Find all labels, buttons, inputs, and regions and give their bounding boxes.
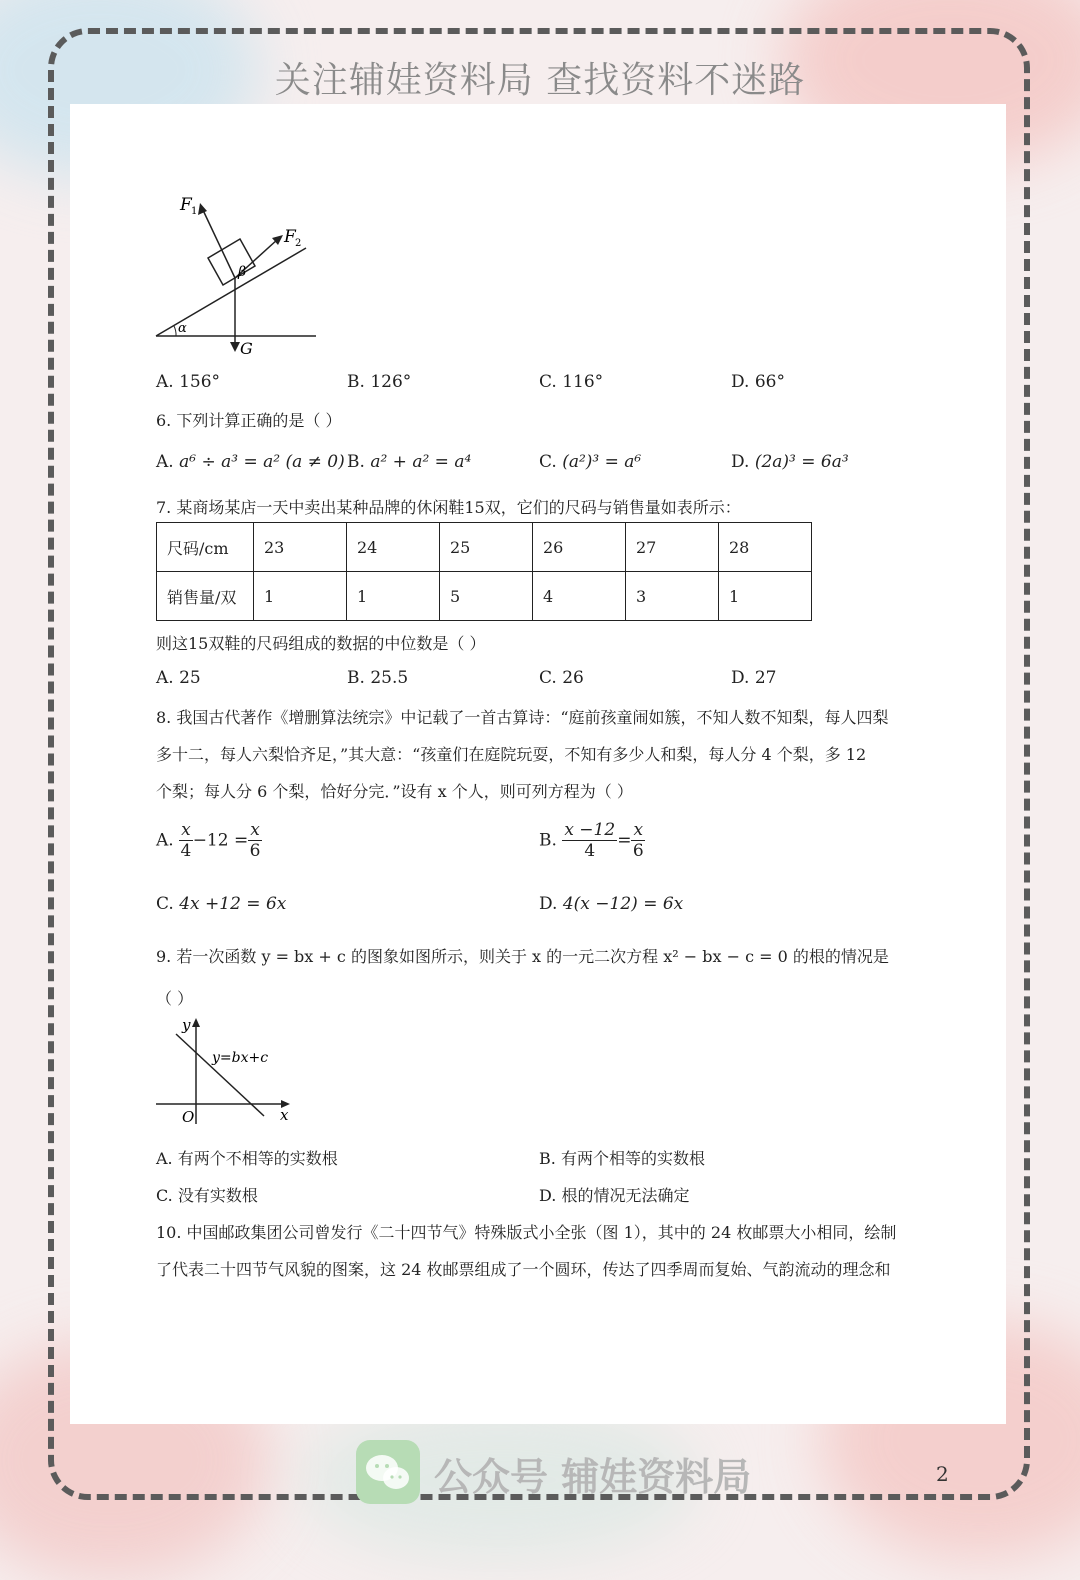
option-text: a² + a² = a⁴ <box>370 452 472 472</box>
option-letter: B. <box>347 372 365 392</box>
q5-option-a[interactable] <box>156 372 220 392</box>
option-text: 根的情况无法确定 <box>561 1186 690 1205</box>
option-letter: B. <box>539 1149 556 1168</box>
q9-option-b[interactable] <box>539 1146 705 1169</box>
option-text: 116° <box>562 372 604 392</box>
option-letter: D. <box>731 452 750 472</box>
f2-label: F <box>284 227 296 247</box>
q9-paren: （ ） <box>156 989 194 1008</box>
table-cell: 4 <box>533 572 626 621</box>
fraction <box>562 820 617 862</box>
option-text: (2a)³ = 6a³ <box>754 452 849 472</box>
option-letter: C. <box>539 372 557 392</box>
table-cell: 销售量/双 <box>157 572 254 621</box>
option-letter: A. <box>156 1149 173 1168</box>
denominator: 6 <box>632 841 644 862</box>
page-number: 2 <box>936 1462 949 1486</box>
q8-option-b[interactable] <box>539 820 645 862</box>
option-letter: A. <box>156 372 174 392</box>
table-cell: 1 <box>347 572 440 621</box>
numerator: x −12 <box>564 820 616 840</box>
q9-option-a[interactable] <box>156 1146 338 1169</box>
option-text: 25.5 <box>370 668 409 688</box>
denominator: 4 <box>180 841 192 862</box>
q10-line-1: 10. 中国邮政集团公司曾发行《二十四节气》特殊版式小全张（图 1），其中的 24 枚邮票大小相同，绘制 <box>156 1223 897 1242</box>
denominator: 6 <box>249 841 261 862</box>
option-text: 有两个相等的实数根 <box>560 1149 705 1168</box>
q9-option-c[interactable] <box>156 1183 258 1206</box>
f2-subscript: 2 <box>295 238 302 249</box>
option-letter: C. <box>539 668 557 688</box>
q6-option-c[interactable] <box>539 452 641 472</box>
g-label: G <box>240 339 253 358</box>
table-cell: 25 <box>440 523 533 572</box>
table-cell: 3 <box>626 572 719 621</box>
option-text: 有两个不相等的实数根 <box>177 1149 338 1168</box>
option-letter: B. <box>347 668 365 688</box>
table-cell: 27 <box>626 523 719 572</box>
option-text: 66° <box>754 372 785 392</box>
table-cell: 5 <box>440 572 533 621</box>
q9-option-d[interactable] <box>539 1183 689 1206</box>
option-letter: A. <box>156 668 174 688</box>
linear-function-graph <box>150 1012 300 1130</box>
option-text: 27 <box>754 668 777 688</box>
q5-option-c[interactable] <box>539 372 603 392</box>
incline-force-diagram <box>150 190 330 360</box>
size-sales-table <box>156 522 812 621</box>
option-text: 25 <box>179 668 201 688</box>
option-text: 126° <box>370 372 412 392</box>
line-equation-label: y=bx+c <box>212 1050 269 1066</box>
denominator: 4 <box>584 841 596 862</box>
option-letter: C. <box>156 1186 173 1205</box>
q7-option-d[interactable] <box>731 668 776 688</box>
q8-line-3: 个梨；每人分 6 个梨，恰好分完．”设有 x 个人，则可列方程为（ ） <box>156 782 633 801</box>
option-letter: A. <box>156 830 174 851</box>
option-text: a⁶ ÷ a³ = a² (a ≠ 0) <box>179 452 345 472</box>
table-cell: 尺码/cm <box>157 523 254 572</box>
f1-arrowhead <box>198 203 207 215</box>
footer-brand-text: 公众号 辅娃资料局 <box>434 1455 752 1499</box>
table-cell: 23 <box>254 523 347 572</box>
numerator: x <box>181 820 191 840</box>
option-letter: D. <box>731 668 750 688</box>
wechat-icon <box>356 1440 420 1504</box>
footer-brand <box>356 1438 756 1508</box>
q7-option-a[interactable] <box>156 668 201 688</box>
option-text: = <box>617 830 632 851</box>
option-text: 没有实数根 <box>177 1186 258 1205</box>
wechat-bubbles-icon <box>356 1440 420 1504</box>
q8-option-a[interactable] <box>156 820 262 862</box>
q7-option-b[interactable] <box>347 668 408 688</box>
q6-stem: 6. 下列计算正确的是（ ） <box>156 411 342 430</box>
option-text: −12 = <box>192 830 249 851</box>
numerator: x <box>250 820 260 840</box>
beta-label: β <box>238 264 247 280</box>
fraction <box>179 820 193 862</box>
table-cell: 1 <box>254 572 347 621</box>
option-text: 4x +12 = 6x <box>179 894 287 914</box>
option-letter: C. <box>156 894 174 914</box>
q8-option-c[interactable] <box>156 894 286 914</box>
y-axis-label: y <box>182 1016 191 1034</box>
table-cell: 1 <box>719 572 812 621</box>
table-cell: 24 <box>347 523 440 572</box>
option-text: (a²)³ = a⁶ <box>562 452 642 472</box>
origin-label: O <box>182 1108 195 1126</box>
fraction <box>631 820 645 862</box>
header-title: 关注辅娃资料局 查找资料不迷路 <box>274 60 806 101</box>
option-letter: B. <box>539 830 557 851</box>
option-letter: D. <box>539 894 558 914</box>
numerator: x <box>633 820 644 840</box>
option-letter: A. <box>156 452 174 472</box>
q10-line-2: 了代表二十四节气风貌的图案，这 24 枚邮票组成了一个圆环，传达了四季周而复始、气韵流动的理念和 <box>156 1260 891 1279</box>
q8-option-d[interactable] <box>539 894 683 914</box>
q6-option-a[interactable] <box>156 452 345 472</box>
q7-question: 则这15双鞋的尺码组成的数据的中位数是（ ） <box>156 634 486 653</box>
option-text: 4(x −12) = 6x <box>562 894 684 914</box>
f1-vector <box>202 208 235 278</box>
table-row <box>157 523 812 572</box>
q8-line-2: 多十二，每人六梨恰齐足，”其大意：“孩童们在庭院玩耍，不知有多少人和梨，每人分 4 个梨，多 12 <box>156 745 867 764</box>
option-letter: D. <box>539 1186 557 1205</box>
alpha-arc <box>174 326 176 336</box>
q9-stem: 9. 若一次函数 y = bx + c 的图象如图所示，则关于 x 的一元二次方程 x² − bx − c = 0 的根的情况是 <box>156 947 889 966</box>
q5-option-d[interactable] <box>731 372 785 392</box>
table-cell: 26 <box>533 523 626 572</box>
q5-option-b[interactable] <box>347 372 411 392</box>
q8-line-1: 8. 我国古代著作《增删算法统宗》中记载了一首古算诗：“庭前孩童闹如簇，不知人数不知梨，每人四梨 <box>156 708 889 727</box>
option-text: 26 <box>562 668 584 688</box>
q7-option-c[interactable] <box>539 668 584 688</box>
option-letter: B. <box>347 452 365 472</box>
q7-stem: 7. 某商场某店一天中卖出某种品牌的休闲鞋15双，它们的尺码与销售量如表所示： <box>156 498 741 517</box>
g-arrowhead <box>230 342 240 352</box>
alpha-label: α <box>178 321 187 336</box>
q6-option-b[interactable] <box>347 452 471 472</box>
f1-subscript: 1 <box>191 206 198 217</box>
y-arrowhead <box>192 1018 200 1027</box>
option-letter: C. <box>539 452 557 472</box>
q6-option-d[interactable] <box>731 452 849 472</box>
fraction <box>248 820 262 862</box>
block-shape <box>208 239 255 285</box>
option-text: 156° <box>179 372 221 392</box>
f1-label: F <box>180 195 192 215</box>
table-cell: 28 <box>719 523 812 572</box>
table-row <box>157 572 812 621</box>
x-axis-label: x <box>280 1106 289 1124</box>
option-letter: D. <box>731 372 750 392</box>
